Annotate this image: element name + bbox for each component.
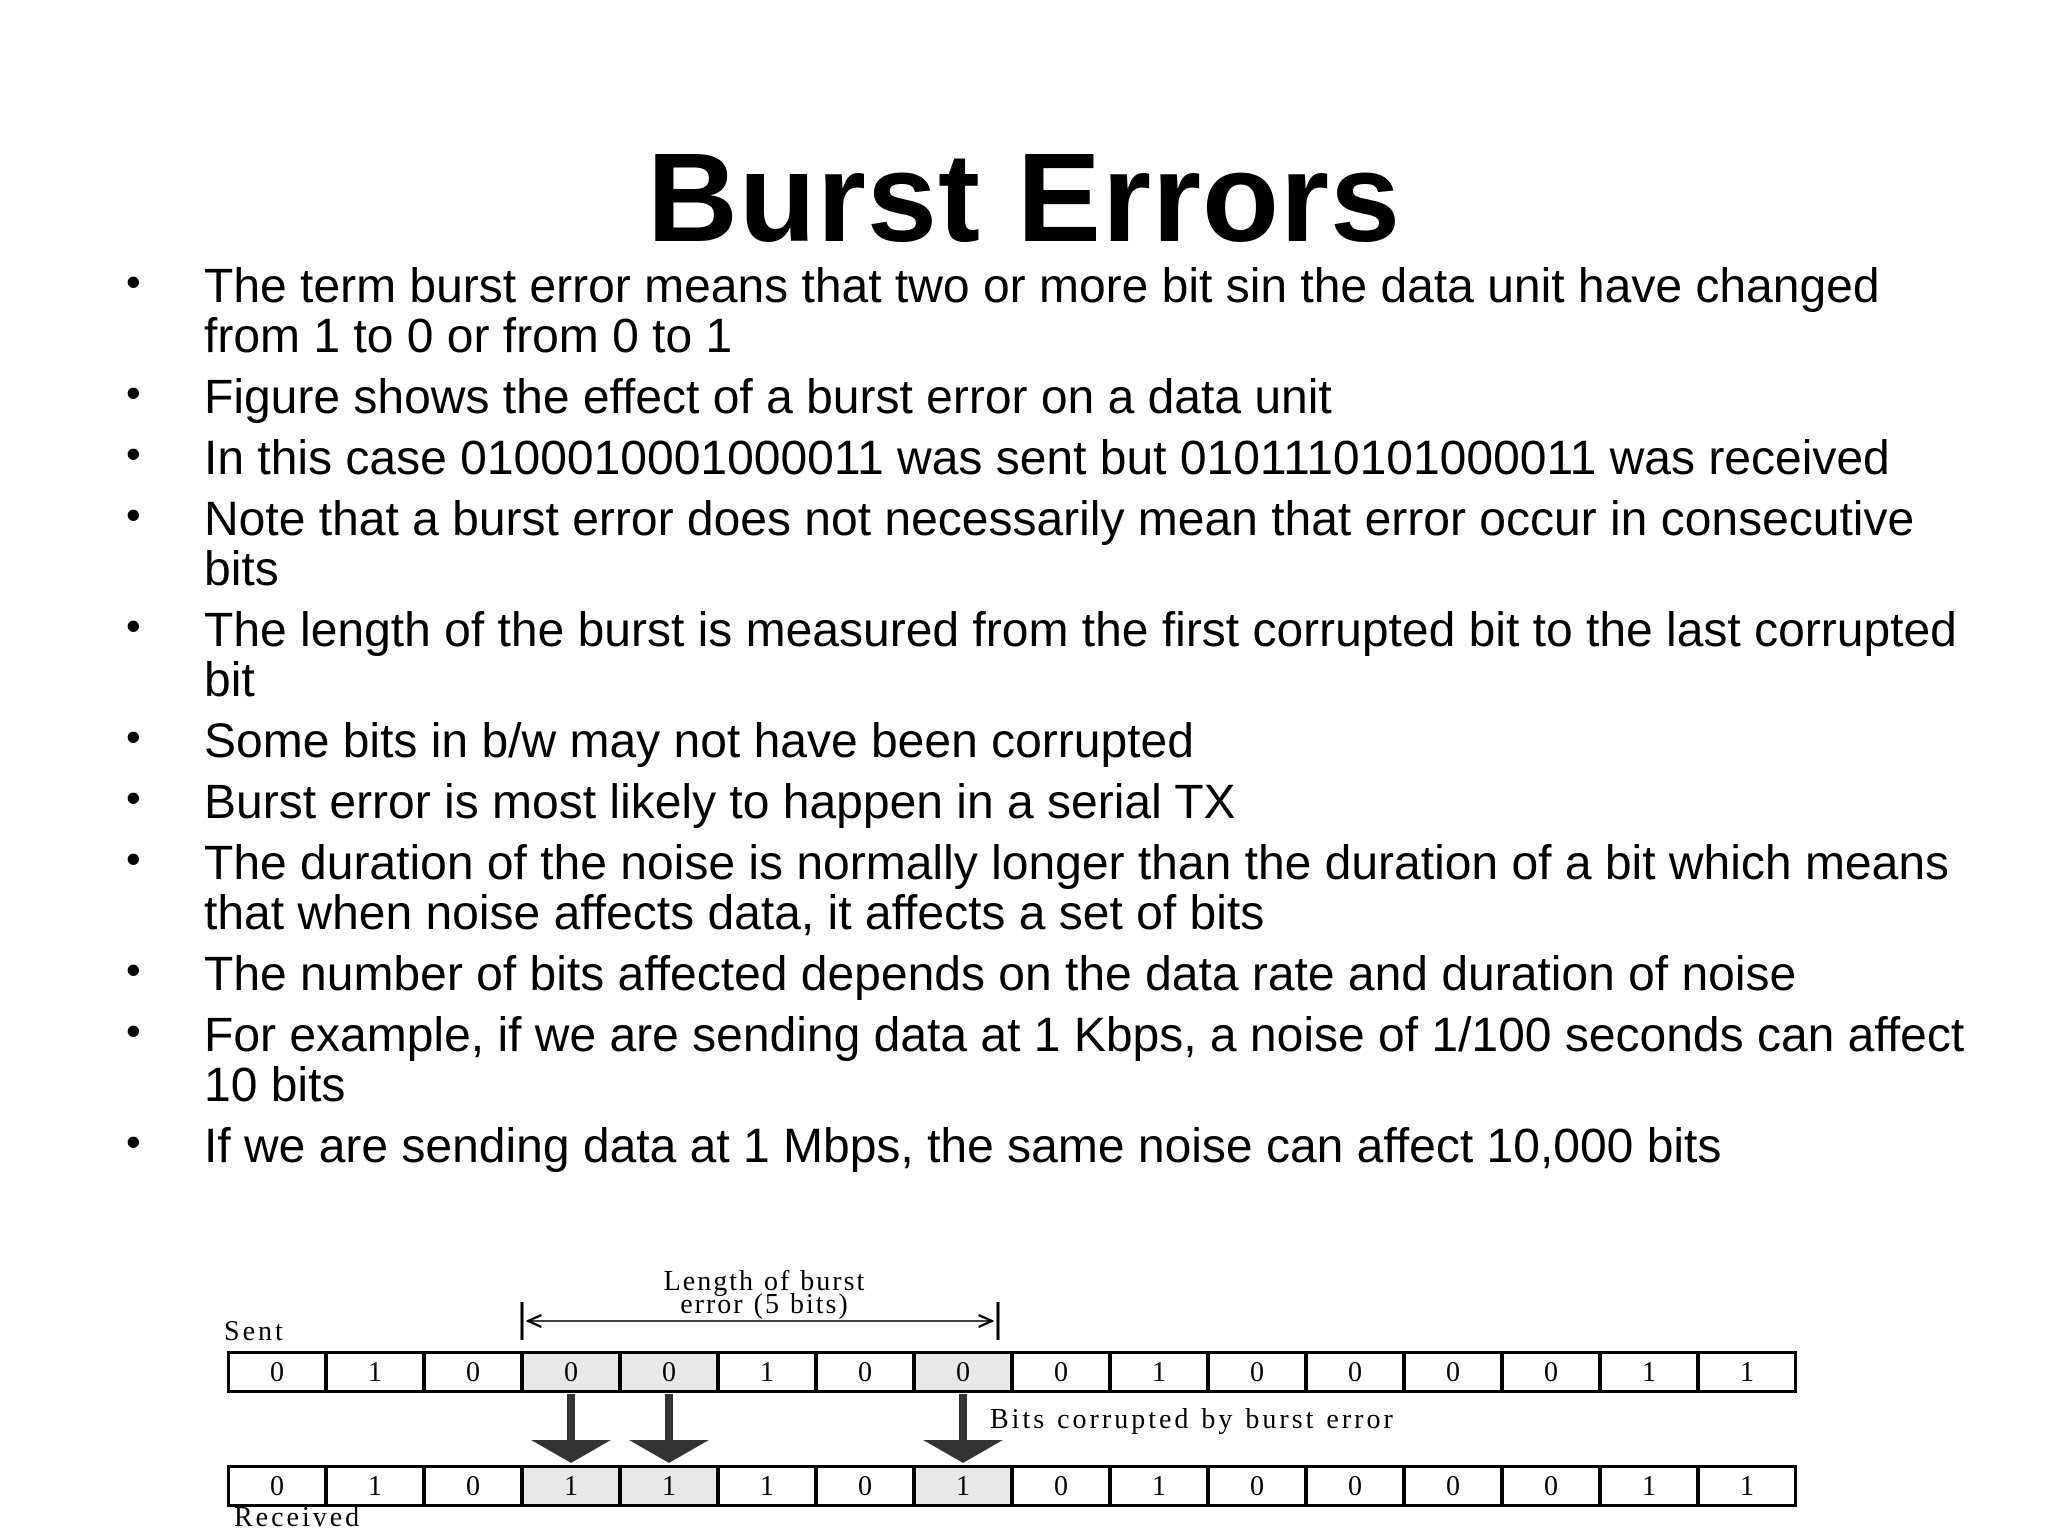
received-bit-value: 0 [858, 1471, 872, 1502]
received-bit-value: 0 [1544, 1471, 1558, 1502]
received-bits-row [227, 1465, 1797, 1507]
received-bit-value: 1 [956, 1471, 970, 1502]
bullet-dot-icon: • [126, 835, 141, 882]
received-bit-value: 1 [760, 1471, 774, 1502]
sent-bit-value: 0 [1446, 1357, 1460, 1388]
sent-bit-value: 0 [662, 1357, 676, 1388]
arrow-shaft [665, 1394, 673, 1440]
bullet-dot-icon: • [126, 491, 141, 538]
arrow-head-icon [629, 1440, 709, 1463]
bullet-item [120, 491, 1980, 596]
bullet-text: The length of the burst is measured from the first corrupted bit to the last corrupted bit [204, 604, 1957, 707]
received-bit-value: 1 [1642, 1471, 1656, 1502]
bullet-item [120, 835, 1980, 940]
burst-length-label-line2: error (5 bits) [680, 1289, 850, 1320]
bullet-text: Some bits in b/w may not have been corrupted [204, 715, 1194, 768]
corruption-arrows [531, 1394, 1003, 1463]
sent-bit-value: 1 [368, 1357, 382, 1388]
received-bit-value: 0 [270, 1471, 284, 1502]
bullet-item [120, 946, 1980, 1001]
bullet-text: The term burst error means that two or more bit sin the data unit have changed from 1 to 0 or from 0 to 1 [204, 260, 1880, 363]
sent-bit-value: 0 [956, 1357, 970, 1388]
sent-bit-value: 0 [1544, 1357, 1558, 1388]
sent-bit-value: 1 [760, 1357, 774, 1388]
bullet-dot-icon: • [126, 713, 141, 760]
arrow-head-icon [923, 1440, 1003, 1463]
received-bit-value: 0 [1054, 1471, 1068, 1502]
bullet-dot-icon: • [126, 1118, 141, 1165]
sent-bits-row [227, 1351, 1797, 1393]
bullet-item [120, 1118, 1980, 1173]
page-title: Burst Errors [646, 127, 1402, 268]
bullet-item [120, 369, 1980, 424]
bullet-item [120, 258, 1980, 363]
bullet-dot-icon: • [126, 369, 141, 416]
sent-bit-value: 0 [270, 1357, 284, 1388]
received-bit-value: 0 [1348, 1471, 1362, 1502]
bullet-dot-icon: • [126, 946, 141, 993]
received-bit-value: 0 [466, 1471, 480, 1502]
bullet-dot-icon: • [126, 602, 141, 649]
bullet-item [120, 430, 1980, 485]
sent-bit-value: 0 [1348, 1357, 1362, 1388]
bullet-text: For example, if we are sending data at 1 Kbps, a noise of 1/100 seconds can affect 10 bits [204, 1009, 1965, 1112]
burst-length-label-line1: Length of burst [663, 1266, 867, 1297]
bullet-dot-icon: • [126, 430, 141, 477]
arrow-head-icon [531, 1440, 611, 1463]
bullet-text: If we are sending data at 1 Mbps, the same noise can affect 10,000 bits [204, 1120, 1722, 1173]
burst-error-figure [210, 1260, 1810, 1530]
bullet-text: The duration of the noise is normally longer than the duration of a bit which means that when noise affects data, it affects a set of bits [204, 837, 1950, 940]
bullet-text: The number of bits affected depends on the data rate and duration of noise [204, 948, 1797, 1001]
bullet-text: Burst error is most likely to happen in a serial TX [204, 776, 1236, 829]
bullet-item [120, 1007, 1980, 1112]
arrow-shaft [567, 1394, 575, 1440]
burst-error-diagram [210, 1260, 1810, 1530]
bullet-dot-icon: • [126, 774, 141, 821]
bullet-text: Note that a burst error does not necessarily mean that error occur in consecutive bits [204, 493, 1915, 596]
sent-bit-value: 0 [564, 1357, 578, 1388]
bullet-item [120, 602, 1980, 707]
received-bit-value: 1 [1152, 1471, 1166, 1502]
received-bit-value: 0 [1446, 1471, 1460, 1502]
bullet-dot-icon: • [126, 258, 141, 305]
sent-bit-value: 0 [858, 1357, 872, 1388]
sent-bit-value: 1 [1642, 1357, 1656, 1388]
received-bit-value: 0 [1250, 1471, 1264, 1502]
bullet-text: Figure shows the effect of a burst error on a data unit [204, 371, 1332, 424]
bullet-text: In this case 0100010001000011 was sent but 0101110101000011 was received [204, 432, 1890, 485]
corrupted-bits-label: Bits corrupted by burst error [990, 1404, 1396, 1435]
sent-bit-value: 0 [1250, 1357, 1264, 1388]
sent-label: Sent [224, 1316, 286, 1347]
received-bit-value: 1 [564, 1471, 578, 1502]
received-bit-value: 1 [1740, 1471, 1754, 1502]
sent-bit-value: 1 [1152, 1357, 1166, 1388]
received-bit-value: 1 [368, 1471, 382, 1502]
sent-bit-value: 0 [1054, 1357, 1068, 1388]
bullet-list [120, 258, 1980, 1183]
bullet-item [120, 774, 1980, 829]
sent-bit-value: 0 [466, 1357, 480, 1388]
bullet-dot-icon: • [126, 1007, 141, 1054]
arrow-shaft [959, 1394, 967, 1440]
received-label: Received [234, 1502, 363, 1530]
sent-bit-value: 1 [1740, 1357, 1754, 1388]
bullet-item [120, 713, 1980, 768]
received-bit-value: 1 [662, 1471, 676, 1502]
